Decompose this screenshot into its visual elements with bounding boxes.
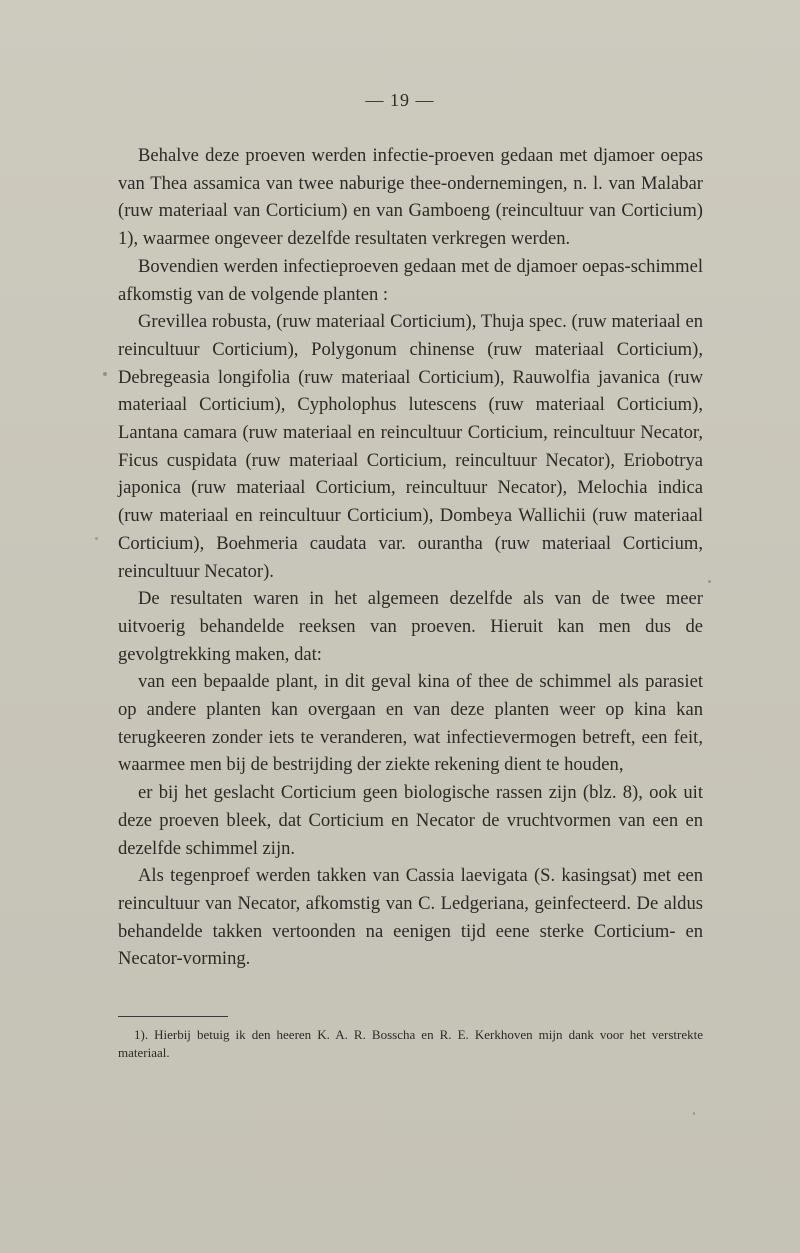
paragraph-conclusion-transfer: van een bepaalde plant, in dit geval kina of thee de schimmel als parasiet op andere planten kan overgaan en van deze planten weer op kina kan terugkeeren zonder iets te veranderen, wat infectievermogen betreft, een feit, waarmee men bij de bestrijding der ziekte rekening dient te houden, (118, 671, 703, 776)
body-text (118, 142, 703, 973)
paragraph-additional-trials: Bovendien werden infectieproeven gedaan met de djamoer oepas-schimmel afkomstig van de volgende planten : (118, 255, 703, 305)
footnote (118, 1026, 703, 1062)
footnote-text: Hierbij betuig ik den heeren K. A. R. Bosscha en R. E. Kerkhoven mijn dank voor het verstrekte materiaal. (118, 1027, 703, 1060)
paper-speck (95, 537, 98, 540)
footnote-divider (118, 1016, 228, 1017)
footnote-marker: 1). (134, 1027, 149, 1042)
paragraph-host-plants: Grevillea robusta, (ruw materiaal Corticium), Thuja spec. (ruw materiaal en reincultuur Corticium), Polygonum chinense (ruw materiaal Corticium), Debregeasia longifolia (ruw materiaal Corticium), Rauwolfia javanica (ruw materiaal Corticium), Cypholophus lutescens (ruw materiaal Corticium), Lantana camara (ruw materiaal en reincultuur Corticium, reincultuur Necator, Ficus cuspidata (ruw materiaal Corticium, reincultuur Necator), Eriobotrya japonica (ruw materiaal Corticium, reincultuur Necator), Melochia indica (ruw materiaal en reincultuur Corticium), Dombeya Wallichii (ruw materiaal Corticium), Boehmeria caudata var. ourantha (ruw materiaal Corticium, reincultuur Necator). (118, 311, 703, 582)
paragraph-control-trial: Als tegenproef werden takken van Cassia laevigata (S. kasingsat) met een reincultuur van Necator, afkomstig van C. Ledgeriana, geinfecteerd. De aldus behandelde takken vertoonden na eenigen tijd eene sterke Corticium- en Necator-vorming. (118, 865, 703, 970)
paper-speck (103, 372, 107, 376)
paragraph-results: De resultaten waren in het algemeen dezelfde als van de twee meer uitvoerig behandelde reeksen van proeven. Hieruit kan men dus de gevolgtrekking maken, dat: (118, 588, 703, 665)
paragraph-infection-trials: Behalve deze proeven werden infectie-proeven gedaan met djamoer oepas van Thea assamica van twee naburige thee-ondernemingen, n. l. van Malabar (ruw materiaal van Corticium) en van Gamboeng (reincultuur van Corticium) 1), waarmee ongeveer dezelfde resultaten verkregen werden. (118, 145, 703, 250)
paragraph-conclusion-races: er bij het geslacht Corticium geen biologische rassen zijn (blz. 8), ook uit deze proeven bleek, dat Corticium en Necator de vruchtvormen van een en dezelfde schimmel zijn. (118, 782, 703, 859)
paper-speck (693, 1112, 695, 1115)
page-number: — 19 — (365, 90, 435, 110)
paper-speck (708, 580, 711, 583)
